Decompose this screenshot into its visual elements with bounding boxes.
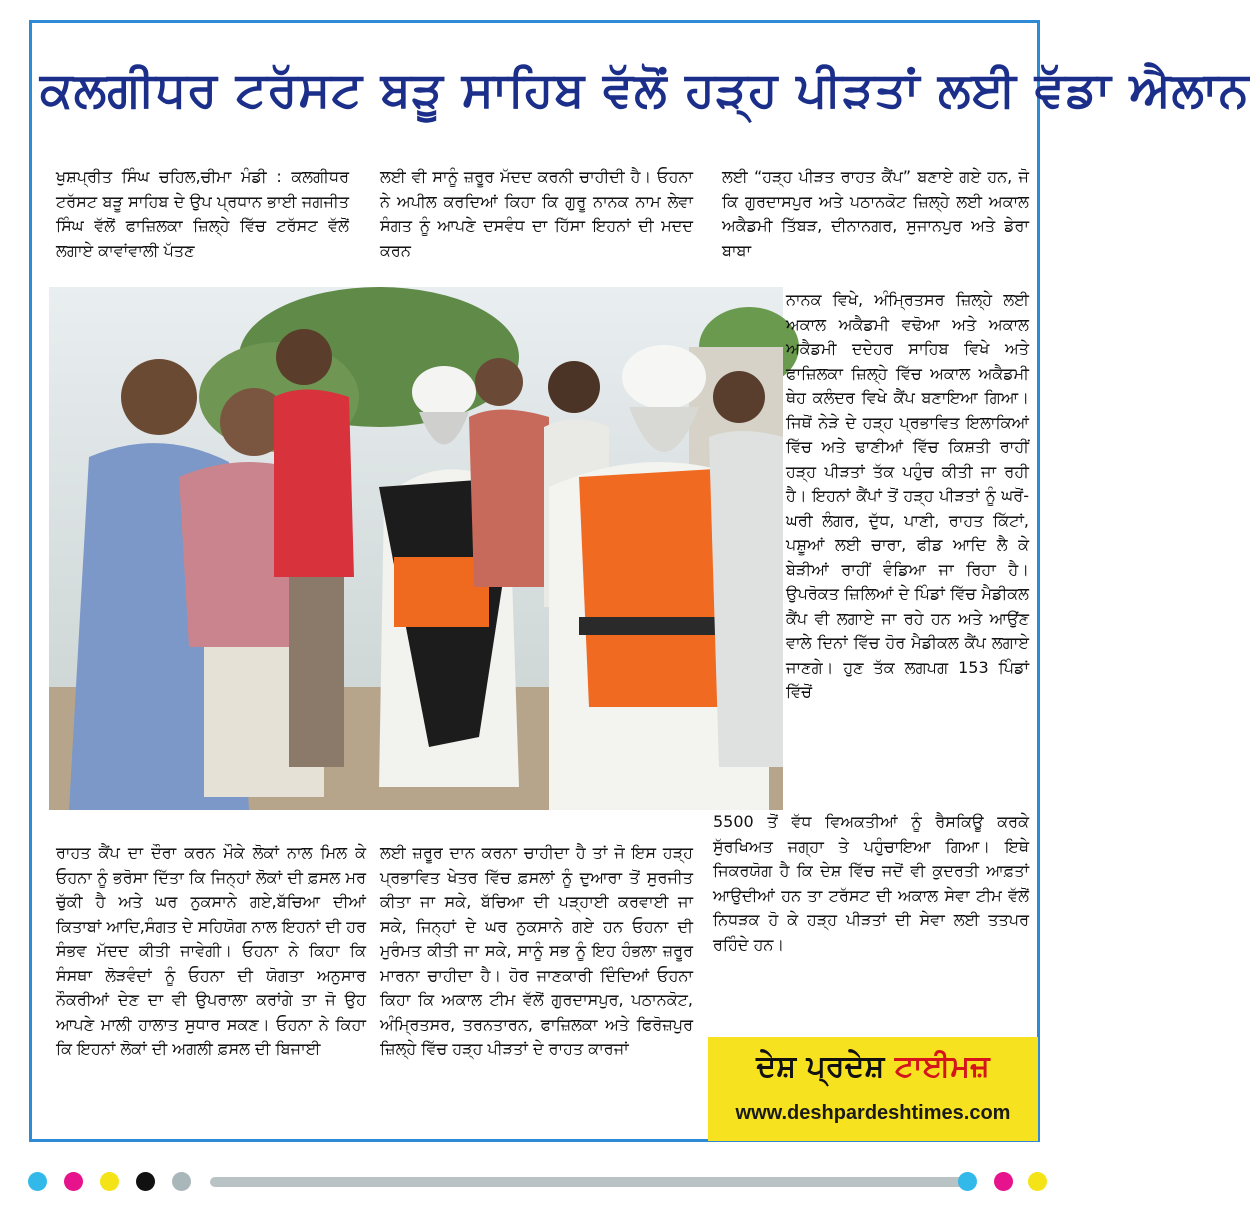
column-2-bottom bbox=[380, 841, 693, 1139]
column-3-bottom bbox=[713, 810, 1029, 1034]
paragraph: ਲਈ ਜ਼ਰੂਰ ਦਾਨ ਕਰਨਾ ਚਾਹੀਦਾ ਹੈ ਤਾਂ ਜੋ ਇਸ ਹੜ੍ਹ ਪ੍ਰਭਾਵਿਤ ਖੇਤਰ ਵਿੱਚ ਫ਼ਸਲਾਂ ਨੂੰ ਦੁਆਰਾ ਤੋਂ ਸੁਰਜੀਤ ਕੀਤਾ ਜਾ ਸਕੇ, ਬੱਚਿਆ ਦੀ ਪੜ੍ਹਾਈ ਕਰਵਾਈ ਜਾ ਸਕੇ, ਜਿਨ੍ਹਾਂ ਦੇ ਘਰ ਨੁਕਸਾਨੇ ਗਏ ਹਨ ਓਹਨਾ ਦੀ ਮੁਰੰਮਤ ਕੀਤੀ ਜਾ ਸਕੇ, ਸਾਨੂੰ ਸਭ ਨੂੰ ਇਹ ਹੰਭਲਾ ਜ਼ਰੂਰ ਮਾਰਨਾ ਚਾਹੀਦਾ ਹੈ। ਹੋਰ ਜਾਣਕਾਰੀ ਦਿੰਦਿਆਂ ਓਹਨਾ ਕਿਹਾ ਕਿ ਅਕਾਲ ਟੀਮ ਵੱਲੋਂ ਗੁਰਦਾਸਪੁਰ, ਪਠਾਨਕੋਟ, ਅੰਮ੍ਰਿਤਸਰ, ਤਰਨਤਾਰਨ, ਫਾਜ਼ਿਲਕਾ ਅਤੇ ਫਿਰੋਜ਼ਪੁਰ ਜ਼ਿਲ੍ਹੇ ਵਿੱਚ ਹੜ੍ਹ ਪੀੜਤਾਂ ਦੇ ਰਾਹਤ ਕਾਰਜਾਂ bbox=[380, 843, 693, 1058]
headline: ਕਲਗੀਧਰ ਟਰੱਸਟ ਬੜੂ ਸਾਹਿਬ ਵੱਲੋਂ ਹੜ੍ਹ ਪੀੜਤਾਂ ਲਈ ਵੱਡਾ ਐਲਾਨ bbox=[40, 62, 1250, 118]
logo-title bbox=[708, 1045, 1038, 1089]
column-3-middle bbox=[786, 288, 1029, 808]
registration-dot bbox=[994, 1172, 1013, 1191]
registration-dot bbox=[28, 1172, 47, 1191]
registration-dot bbox=[958, 1172, 977, 1191]
registration-dot bbox=[172, 1172, 191, 1191]
column-1-top bbox=[56, 165, 349, 283]
photo-illustration bbox=[49, 287, 783, 810]
website-url: www.deshpardeshtimes.com bbox=[735, 1102, 1011, 1124]
logo-word-desh-pardesh: ਦੇਸ਼ ਪ੍ਰਦੇਸ਼ bbox=[756, 1049, 885, 1084]
paragraph: ਲਈ ਵੀ ਸਾਨੂੰ ਜ਼ਰੂਰ ਮੱਦਦ ਕਰਨੀ ਚਾਹੀਦੀ ਹੈ। ਓਹਨਾ ਨੇ ਅਪੀਲ ਕਰਦਿਆਂ ਕਿਹਾ ਕਿ ਗੁਰੂ ਨਾਨਕ ਨਾਮ ਲੇਵਾ ਸੰਗਤ ਨੂੰ ਆਪਣੇ ਦਸਵੰਧ ਦਾ ਹਿੱਸਾ ਇਹਨਾਂ ਦੀ ਮਦਦ ਕਰਨ bbox=[380, 167, 693, 260]
column-2-top bbox=[380, 165, 693, 283]
registration-dot bbox=[100, 1172, 119, 1191]
paragraph: ਨਾਨਕ ਵਿਖੇ, ਅੰਮ੍ਰਿਤਸਰ ਜ਼ਿਲ੍ਹੇ ਲਈ ਅਕਾਲ ਅਕੈਡਮੀ ਵਢੋਆ ਅਤੇ ਅਕਾਲ ਅਕੈਡਮੀ ਦਦੇਹਰ ਸਾਹਿਬ ਵਿਖੇ ਅਤੇ ਫਾਜ਼ਿਲਕਾ ਜ਼ਿਲ੍ਹੇ ਵਿੱਚ ਅਕਾਲ ਅਕੈਡਮੀ ਥੇਹ ਕਲੰਦਰ ਵਿਖੇ ਕੈਂਪ ਬਣਾਇਆ ਗਿਆ। ਜਿਥੋਂ ਨੇੜੇ ਦੇ ਹੜ੍ਹ ਪ੍ਰਭਾਵਿਤ ਇਲਾਕਿਆਂ ਵਿੱਚ ਅਤੇ ਢਾਣੀਆਂ ਵਿੱਚ ਕਿਸ਼ਤੀ ਰਾਹੀਂ ਹੜ੍ਹ ਪੀੜਤਾਂ ਤੱਕ ਪਹੁੰਚ ਕੀਤੀ ਜਾ ਰਹੀ ਹੈ। ਇਹਨਾਂ ਕੈਂਪਾਂ ਤੋਂ ਹੜ੍ਹ ਪੀੜਤਾਂ ਨੂੰ ਘਰੋਂ-ਘਰੀ ਲੰਗਰ, ਦੁੱਧ, ਪਾਣੀ, ਰਾਹਤ ਕਿੱਟਾਂ, ਪਸ਼ੂਆਂ ਲਈ ਚਾਰਾ, ਫੀਡ ਆਦਿ ਲੈ ਕੇ ਬੇੜੀਆਂ ਰਾਹੀਂ ਵੰਡਿਆ ਜਾ ਰਿਹਾ ਹੈ। ਉਪਰੋਕਤ ਜ਼ਿਲਿਆਂ ਦੇ ਪਿੰਡਾਂ ਵਿੱਚ ਮੈਡੀਕਲ ਕੈਂਪ ਵੀ ਲਗਾਏ ਜਾ ਰਹੇ ਹਨ ਅਤੇ ਆਉਂਣ ਵਾਲੇ ਦਿਨਾਂ ਵਿੱਚ ਹੋਰ ਮੈਡੀਕਲ ਕੈਂਪ ਲਗਾਏ ਜਾਣਗੇ। ਹੁਣ ਤੱਕ ਲਗਪਗ 153 ਪਿੰਡਾਂ ਵਿੱਚੋਂ bbox=[786, 290, 1029, 701]
news-photo bbox=[49, 287, 783, 810]
column-3-top bbox=[722, 165, 1029, 288]
paragraph: ਰਾਹਤ ਕੈਂਪ ਦਾ ਦੌਰਾ ਕਰਨ ਮੌਕੇ ਲੋਕਾਂ ਨਾਲ ਮਿਲ ਕੇ ਓਹਨਾ ਨੂੰ ਭਰੋਸਾ ਦਿੱਤਾ ਕਿ ਜਿਨ੍ਹਾਂ ਲੋਕਾਂ ਦੀ ਫ਼ਸਲ ਮਰ ਚੁੱਕੀ ਹੈ ਅਤੇ ਘਰ ਨੁਕਸਾਨੇ ਗਏ,ਬੱਚਿਆ ਦੀਆਂ ਕਿਤਾਬਾਂ ਆਦਿ,ਸੰਗਤ ਦੇ ਸਹਿਯੋਗ ਨਾਲ ਇਹਨਾਂ ਦੀ ਹਰ ਸੰਭਵ ਮੱਦਦ ਕੀਤੀ ਜਾਵੇਗੀ। ਓਹਨਾ ਨੇ ਕਿਹਾ ਕਿ ਸੰਸਥਾ ਲੋੜਵੰਦਾਂ ਨੂੰ ਓਹਨਾ ਦੀ ਯੋਗਤਾ ਅਨੁਸਾਰ ਨੌਕਰੀਆਂ ਦੇਣ ਦਾ ਵੀ ਉਪਰਾਲਾ ਕਰਾਂਗੇ ਤਾ ਜੋ ਉਹ ਆਪਣੇ ਮਾਲੀ ਹਾਲਾਤ ਸੁਧਾਰ ਸਕਣ। ਓਹਨਾ ਨੇ ਕਿਹਾ ਕਿ ਇਹਨਾਂ ਲੋਕਾਂ ਦੀ ਅਗਲੀ ਫ਼ਸਲ ਦੀ ਬਿਜਾਈ bbox=[56, 843, 366, 1058]
paragraph: ਲਈ “ਹੜ੍ਹ ਪੀੜਤ ਰਾਹਤ ਕੈਂਪ” ਬਣਾਏ ਗਏ ਹਨ, ਜੋ ਕਿ ਗੁਰਦਾਸਪੁਰ ਅਤੇ ਪਠਾਨਕੋਟ ਜ਼ਿਲ੍ਹੇ ਲਈ ਅਕਾਲ ਅਕੈਡਮੀ ਤਿੱਬੜ, ਦੀਨਾਨਗਰ, ਸੁਜਾਨਪੁਰ ਅਤੇ ਡੇਰਾ ਬਾਬਾ bbox=[722, 167, 1029, 260]
registration-dot bbox=[1028, 1172, 1047, 1191]
registration-dot bbox=[64, 1172, 83, 1191]
registration-marks bbox=[20, 1168, 1050, 1194]
registration-strip bbox=[210, 1177, 970, 1187]
column-1-bottom bbox=[56, 841, 366, 1139]
logo-word-times: ਟਾਈਮਜ਼ bbox=[894, 1049, 990, 1084]
registration-dot bbox=[136, 1172, 155, 1191]
paragraph: 5500 ਤੋਂ ਵੱਧ ਵਿਅਕਤੀਆਂ ਨੂੰ ਰੈਸਕਿਊ ਕਰਕੇ ਸੁੱਰਖਿਅਤ ਜਗ੍ਹਾ ਤੇ ਪਹੁੰਚਾਇਆ ਗਿਆ। ਇਥੇ ਜਿਕਰਯੋਗ ਹੈ ਕਿ ਦੇਸ਼ ਵਿੱਚ ਜਦੋਂ ਵੀ ਕੁਦਰਤੀ ਆਫ਼ਤਾਂ ਆਉਦੀਆਂ ਹਨ ਤਾ ਟਰੱਸਟ ਦੀ ਅਕਾਲ ਸੇਵਾ ਟੀਮ ਵੱਲੋਂ ਨਿਧੜਕ ਹੋ ਕੇ ਹੜ੍ਹ ਪੀੜਤਾਂ ਦੀ ਸੇਵਾ ਲਈ ਤਤਪਰ ਰਹਿੰਦੇ ਹਨ। bbox=[713, 812, 1029, 954]
paragraph: ਖੁਸ਼ਪ੍ਰੀਤ ਸਿੰਘ ਚਹਿਲ,ਚੀਮਾ ਮੰਡੀ : ਕਲਗੀਧਰ ਟਰੱਸਟ ਬੜੂ ਸਾਹਿਬ ਦੇ ਉਪ ਪ੍ਰਧਾਨ ਭਾਈ ਜਗਜੀਤ ਸਿੰਘ ਵੱਲੋਂ ਫਾਜ਼ਿਲਕਾ ਜ਼ਿਲ੍ਹੇ ਵਿੱਚ ਟਰੱਸਟ ਵੱਲੋਂ ਲਗਾਏ ਕਾਵਾਂਵਾਲੀ ਪੱਤਣ bbox=[56, 167, 349, 260]
newspaper-logo bbox=[708, 1037, 1038, 1141]
